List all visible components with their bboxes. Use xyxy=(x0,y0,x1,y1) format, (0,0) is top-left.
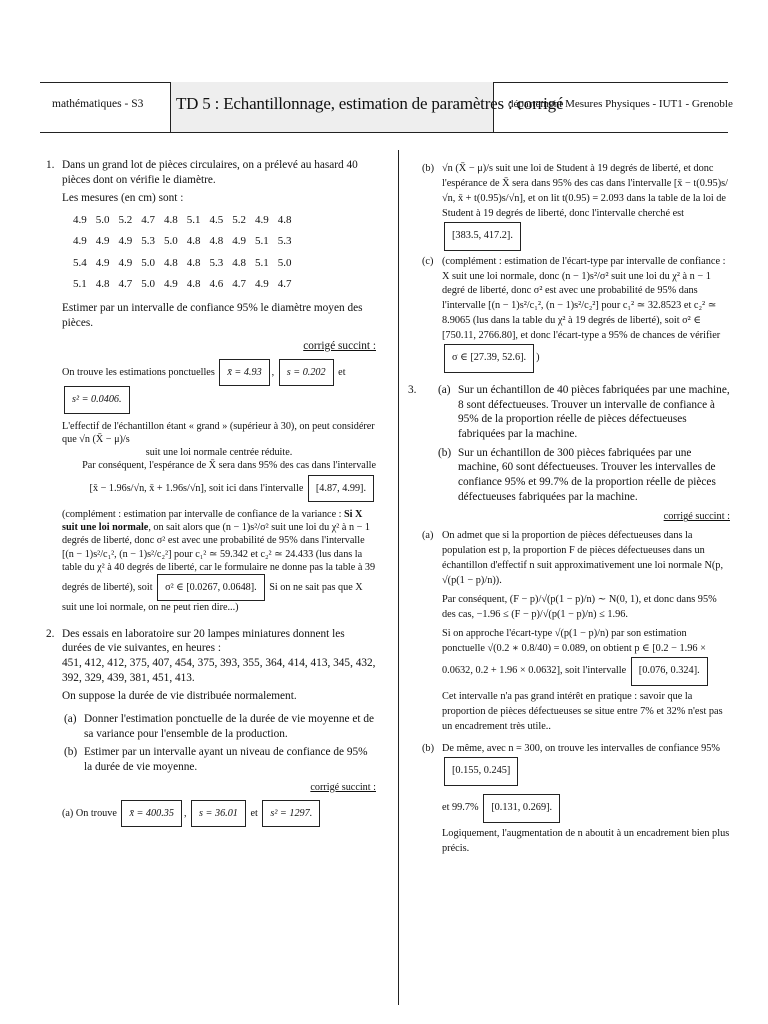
measure-cell: 5.3 xyxy=(209,256,224,269)
measure-cell: 5.2 xyxy=(118,214,133,227)
std-box: s = 0.202 xyxy=(279,359,334,386)
answer-3b-text2: et 99.7% xyxy=(442,802,479,814)
measure-cell: 5.0 xyxy=(95,214,110,227)
right-column xyxy=(408,158,730,861)
question-3a xyxy=(436,383,730,442)
answer-3a-text1: On admet que si la proportion de pièces défectueuses dans la population est p, la proportion F de pièces défectueuses dans un échantillon d'effectif n suit approximativement une loi normale N(p, √(p(1 − p)/n)). xyxy=(442,530,724,587)
measures-row xyxy=(70,274,298,295)
answer-2b-label: (b) xyxy=(422,163,435,174)
header-bottom-rule xyxy=(40,132,728,133)
exercise-number: 1. xyxy=(46,159,55,171)
answer-3b xyxy=(420,742,730,857)
sigma2-box: σ² ∈ [0.0267, 0.0648]. xyxy=(157,574,265,601)
measures-table xyxy=(70,210,298,295)
answer-2b xyxy=(420,162,730,251)
normal-paragraph: suit une loi normale centrée réduite. xyxy=(145,447,293,459)
complement-intro: (complément : estimation par intervalle de confiance de la variance : xyxy=(62,508,342,520)
measure-cell: 4.8 xyxy=(95,277,110,290)
exercise-text: Dans un grand lot de pièces circulaires, on a prélevé au hasard 40 pièces dont on vérifie le diamètre. xyxy=(62,159,358,186)
complement-body: , on sait alors que (n − 1)s²/σ² suit une loi du χ² à n − 1 degrés de liberté, donc σ² est avec une probabilité de 95% dans l'intervalle [(n − 1)s²/c₁², (n − 1)s²/c₂²] pour c₁² ≃ 59.342 et c₂² ≃ 24.433 (lus dans la table du χ² à 40 degrés de liberté, car le formulaire ne donne pas la table à 39 degrés de liberté), soit xyxy=(62,522,376,594)
interval-text: [x̄ − 1.96s/√n, x̄ + 1.96s/√n], soit ici dans l'intervalle xyxy=(89,482,304,494)
answer-2c-text: (complément : estimation de l'écart-type par intervalle de confiance : X suit une loi normale, donc (n − 1)s²/σ² suit une loi du χ² à n − 1 degré de liberté, donc σ² est avec une probabilité de 95% dans l'intervalle [(n − 1)s²/c₁², (n − 1)s²/c₂²] pour c₁² ≃ 32.8523 et c₂² ≃ 8.9065 (lus dans la table du χ² à 19 degrés de liberté), soit σ² ∈ [750.11, 2766.80], et donc l'écart-type a 95% de chances de vérifier xyxy=(442,255,726,342)
answer-3a-label: (a) xyxy=(422,530,434,542)
estimations-text: On trouve les estimations ponctuelles xyxy=(62,367,215,379)
measures-row xyxy=(70,253,298,274)
exercise-question: Estimer par un intervalle de confiance 95% le diamètre moyen des pièces. xyxy=(62,302,363,329)
answer-a-text: (a) On trouve xyxy=(62,808,117,820)
measure-cell: 5.1 xyxy=(73,277,87,290)
lifetime-values: 451, 412, 412, 375, 407, 454, 375, 393, 355, 364, 414, 413, 345, 432, 392, 329, 439, 381, 451, 413. xyxy=(62,657,376,684)
complement-bold: Si X suit une loi normale xyxy=(62,508,363,534)
measure-cell: 4.9 xyxy=(232,235,246,248)
measure-cell: 4.9 xyxy=(164,277,178,290)
answer-3a-text2: Par conséquent, (F − p)/√(p(1 − p)/n) ∼ N(0, 1), et donc dans 95% des cas, −1.96 ≤ (F − p)/√(p(1 − p)/n) ≤ 1.96. xyxy=(442,594,717,620)
answer-3b-box1: [0.155, 0.245] xyxy=(444,757,518,786)
measures-label: Les mesures (en cm) sont : xyxy=(62,192,184,205)
answer-2b-text: √n (X̄ − μ)/s suit une loi de Student à 19 degrés de liberté, et donc l'espérance de X̄ sera dans 95% des cas dans l'intervalle [x̄ − t(0.95)s/√n, x̄ + t(0.95)s/√n], et on lit t(0.95) = 2.093 dans la table de la loi de Student à 19 degrés de liberté, donc l'intervalle cherché est xyxy=(442,163,729,219)
et-text: et xyxy=(338,367,346,379)
measure-cell: 5.3 xyxy=(277,235,292,248)
measure-cell: 4.7 xyxy=(141,214,155,227)
answer-3b-text1: De même, avec n = 300, on trouve les intervalles de confiance 95% xyxy=(442,743,721,755)
variance-box: s² = 0.0406. xyxy=(64,386,130,413)
measure-cell: 5.2 xyxy=(232,214,246,227)
measure-cell: 4.9 xyxy=(255,214,269,227)
exercise-number: 3. xyxy=(408,384,417,397)
exercise-3 xyxy=(408,383,730,504)
measure-cell: 4.8 xyxy=(164,214,178,227)
header-department: département Mesures Physiques - IUT1 - Grenoble xyxy=(508,98,733,110)
mean-box: x̄ = 400.35 xyxy=(121,800,182,827)
variance-box: s² = 1297. xyxy=(262,800,320,827)
measure-cell: 4.8 xyxy=(186,235,201,248)
measures-row xyxy=(70,210,298,231)
exercise-number: 2. xyxy=(46,627,55,640)
corrige-label: corrigé succint : xyxy=(303,339,376,352)
answer-2c-end: ) xyxy=(536,352,540,364)
corrige-label: corrigé succint : xyxy=(310,781,376,793)
measure-cell: 5.3 xyxy=(141,235,155,248)
question-a xyxy=(62,712,376,741)
column-divider xyxy=(398,150,399,1005)
question-3b-text: Sur un échantillon de 300 pièces fabriquées par une machine, 60 sont défectueuses. Trouver les intervalles de confiance 95% et 99.7% de la proportion réelle de pièces défectueuses fabriquées par la machine. xyxy=(458,446,716,503)
answer-3a-text3 xyxy=(442,627,730,686)
measure-cell: 4.7 xyxy=(277,277,292,290)
measure-cell: 4.9 xyxy=(255,277,269,290)
mean-box: x̄ = 4.93 xyxy=(219,359,269,386)
measure-cell: 4.7 xyxy=(118,277,133,290)
measure-cell: 4.9 xyxy=(73,235,87,248)
interval-line xyxy=(62,475,376,502)
measure-cell: 4.5 xyxy=(209,214,224,227)
measure-cell: 4.9 xyxy=(95,256,110,269)
exercise-1 xyxy=(46,158,376,615)
measure-cell: 4.9 xyxy=(118,235,133,248)
measure-cell: 5.1 xyxy=(186,214,201,227)
page-title: TD 5 : Echantillonnage, estimation de paramètres : corrigé xyxy=(176,94,564,113)
measure-cell: 4.8 xyxy=(164,256,178,269)
measure-cell: 4.9 xyxy=(118,256,133,269)
answer-2c xyxy=(420,255,730,373)
question-a-text: Donner l'estimation ponctuelle de la durée de vie moyenne et de sa variance pour l'ensemble de la production. xyxy=(84,713,375,740)
exercise-text: Des essais en laboratoire sur 20 lampes miniatures donnent les durées de vie suivantes, en heures : xyxy=(62,627,345,655)
consequence-paragraph: Par conséquent, l'espérance de X̄ sera dans 95% des cas dans l'intervalle xyxy=(82,460,376,472)
question-b-text: Estimer par un intervalle ayant un niveau de confiance de 95% la durée de vie moyenne. xyxy=(84,746,368,774)
measure-cell: 5.0 xyxy=(164,235,178,248)
complement-end: Si on ne sait pas que X suit une loi normale, on ne peut rien dire...) xyxy=(62,582,363,614)
answer-3a-text3-body: Si on approche l'écart-type √(p(1 − p)/n) par son estimation ponctuelle √(0.2 ∗ 0.8/40) = 0.089, on obtient p ∈ [0.2 − 1.96 × 0.0632, 0.2 + 1.96 × 0.0632], soit l'intervalle xyxy=(442,627,706,676)
measure-cell: 4.8 xyxy=(277,214,292,227)
measure-cell: 4.8 xyxy=(209,235,224,248)
answer-2c-label: (c) xyxy=(422,255,434,267)
answer-2b-box: [383.5, 417.2]. xyxy=(444,222,521,251)
measure-cell: 4.9 xyxy=(95,235,110,248)
measure-cell: 5.1 xyxy=(255,235,269,248)
answer-a-line: (a) On trouve x̄ = 400.35 , s = 36.01 et s² = 1297. xyxy=(62,800,376,827)
question-3a-label: (a) xyxy=(438,384,451,397)
variance-complement xyxy=(62,508,376,615)
measure-cell: 4.8 xyxy=(232,256,246,269)
question-b-label: (b) xyxy=(64,746,78,759)
answer-3a-box: [0.076, 0.324]. xyxy=(631,657,708,686)
answer-2c-box: σ ∈ [27.39, 52.6]. xyxy=(444,344,534,373)
measures-row xyxy=(70,231,298,252)
answer-3b-text3: Logiquement, l'augmentation de n aboutit à un encadrement bien plus précis. xyxy=(442,828,730,855)
effectif-paragraph: L'effectif de l'échantillon étant « grand » (supérieur à 30), on peut considérer que √n (X̄ − μ)/s xyxy=(62,420,375,445)
answer-3a xyxy=(420,529,730,734)
measure-cell: 5.1 xyxy=(255,256,269,269)
measure-cell: 4.8 xyxy=(186,256,201,269)
measure-cell: 5.0 xyxy=(141,277,155,290)
et-text: et xyxy=(250,808,258,820)
question-3b xyxy=(436,446,730,505)
measure-cell: 5.0 xyxy=(277,256,292,269)
estimations-line: On trouve les estimations ponctuelles x̄ = 4.93 , s = 0.202 et s² = 0.0406. xyxy=(62,359,376,414)
answer-3b-line2 xyxy=(442,794,730,823)
interval-box: [4.87, 4.99]. xyxy=(308,475,374,502)
measure-cell: 4.9 xyxy=(73,214,87,227)
normal-assumption: On suppose la durée de vie distribuée normalement. xyxy=(62,690,297,703)
measure-cell: 4.6 xyxy=(209,277,224,290)
answer-3a-text4: Cet intervalle n'a pas grand intérêt en pratique : savoir que la proportion de pièces défectueuses se situe entre 7% et 32% n'est pas un encadrement très utile.. xyxy=(442,690,723,732)
measure-cell: 5.0 xyxy=(141,256,155,269)
exercise-2 xyxy=(46,627,376,828)
measure-cell: 5.4 xyxy=(73,256,87,269)
std-box: s = 36.01 xyxy=(191,800,246,827)
measure-cell: 4.7 xyxy=(232,277,246,290)
header-separator-left xyxy=(170,82,171,132)
answer-3b-label: (b) xyxy=(422,743,435,755)
left-column xyxy=(46,158,376,831)
question-a-label: (a) xyxy=(64,713,77,726)
question-3b-label: (b) xyxy=(438,446,452,459)
question-b xyxy=(62,745,376,774)
measure-cell: 4.8 xyxy=(186,277,201,290)
answer-3b-box2: [0.131, 0.269]. xyxy=(483,794,560,823)
question-3a-text: Sur un échantillon de 40 pièces fabriquées par une machine, 8 sont défectueuses. Trouver un intervalle de confiance à 95% de la proportion réelle de pièces défectueuses fabriquées par la machine. xyxy=(458,384,730,441)
corrige-label: corrigé succint : xyxy=(663,511,730,523)
header-course: mathématiques - S3 xyxy=(52,98,144,110)
